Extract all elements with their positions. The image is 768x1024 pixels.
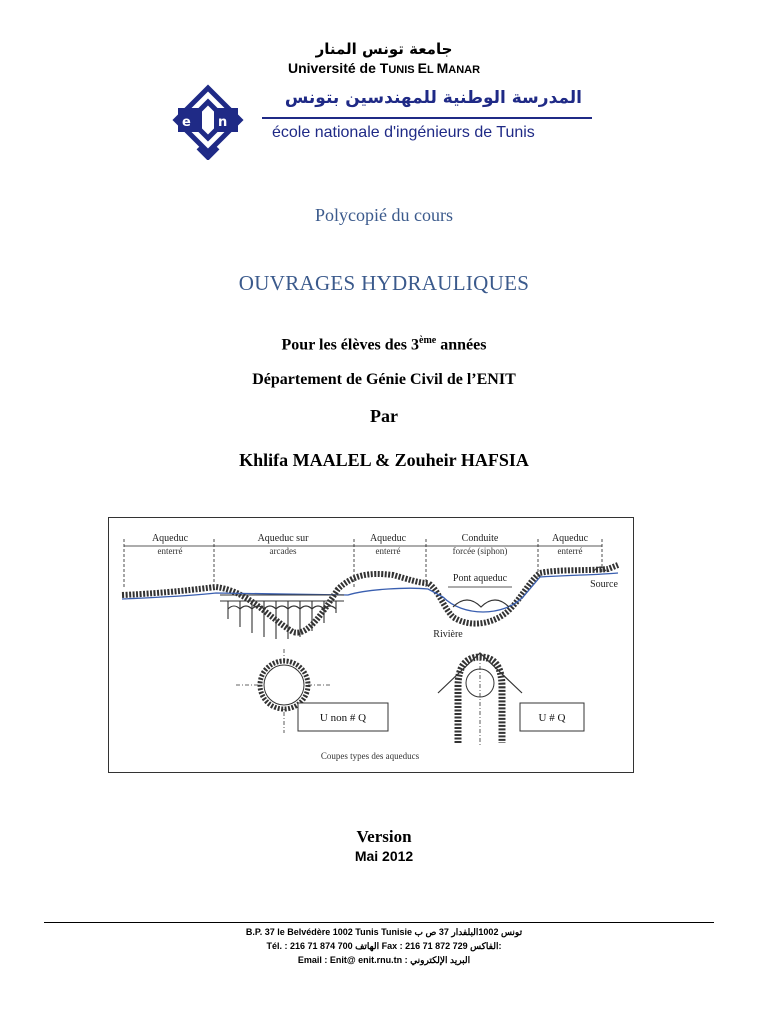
section-3-line2: enterré: [375, 546, 401, 556]
logo-divider: [262, 117, 592, 119]
university-french-name: Université de TUNIS EL MANAR: [287, 60, 481, 76]
section-4-line1: Conduite: [461, 533, 499, 544]
authors: Khlifa MAALEL & Zouheir HAFSIA: [239, 450, 529, 470]
enit-logo-icon: [168, 80, 258, 160]
school-arabic-name: المدرسة الوطنية للمهندسين بتونس: [284, 88, 582, 108]
section-1-line2: enterré: [157, 546, 183, 556]
course-subtitle: Polycopié du cours: [315, 205, 453, 225]
section-2-line1: Aqueduc sur: [257, 533, 309, 544]
figure-caption: Coupes types des aqueducs: [320, 751, 420, 761]
footer-divider: [44, 922, 714, 923]
box-right-label: U # Q: [538, 712, 566, 724]
footer-address: B.P. 37 le Belvédère 1002 Tunis Tunisie تونس 1002البلفدار 37 ص ب: [245, 927, 523, 937]
riviere-label: Rivière: [433, 629, 463, 640]
aqueduct-figure: [108, 517, 634, 773]
svg-text:e: e: [182, 115, 191, 130]
by-label: Par: [370, 406, 398, 426]
footer-email: Email : Enit@ enit.rnu.tn : البريد الإلكتروني: [297, 955, 471, 965]
svg-text:n: n: [218, 115, 228, 130]
department: Département de Génie Civil de l’ENIT: [252, 371, 516, 388]
course-audience: Pour les élèves des 3ème années: [281, 335, 487, 354]
pont-aqueduc-label: Pont aqueduc: [452, 573, 508, 584]
box-left-label: U non # Q: [319, 712, 367, 724]
school-french-name: école nationale d'ingénieurs de Tunis: [272, 124, 535, 141]
course-title: OUVRAGES HYDRAULIQUES: [238, 271, 530, 295]
footer-phone-fax: Tél. : 216 71 874 700 الهاتف Fax : 216 71 872 729 الفاكس:: [266, 941, 502, 951]
section-2-line2: arcades: [269, 546, 297, 556]
section-1-line1: Aqueduc: [151, 533, 189, 544]
university-arabic-name: جامعة تونس المنار: [315, 40, 453, 58]
section-5-line2: enterré: [557, 546, 583, 556]
source-label: Source: [590, 579, 618, 590]
section-5-line1: Aqueduc: [551, 533, 589, 544]
version-date: Mai 2012: [354, 848, 414, 864]
version-label: Version: [356, 827, 412, 846]
section-4-line2: forcée (siphon): [452, 546, 508, 556]
section-3-line1: Aqueduc: [369, 533, 407, 544]
